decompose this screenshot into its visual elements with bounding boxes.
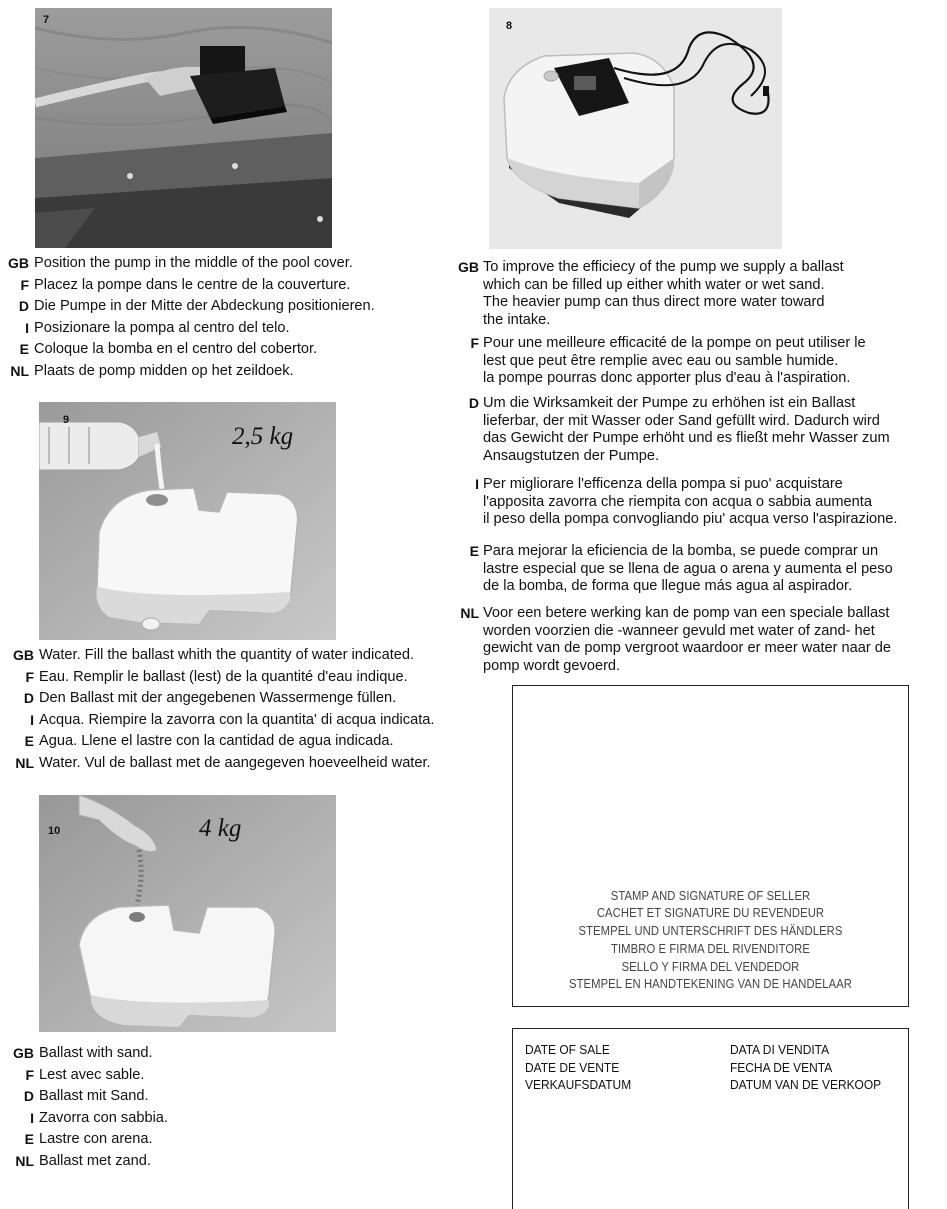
stamp-label: STAMP AND SIGNATURE OF SELLER xyxy=(610,888,811,903)
date-labels-right xyxy=(730,1041,881,1094)
date-label: FECHA DE VENTA xyxy=(730,1059,833,1075)
figure-9-captions xyxy=(6,645,435,775)
figure-7-photo xyxy=(35,8,332,248)
caption-row: F Eau. Remplir le ballast (lest) de la quantité d'eau indique. xyxy=(25,668,408,685)
figure-8-photo xyxy=(489,8,782,249)
date-labels-left xyxy=(525,1041,631,1094)
caption-row: F Lest avec sable. xyxy=(25,1066,145,1083)
figure-9-number: 9 xyxy=(63,414,70,426)
caption-row: GB Water. Fill the ballast whith the quantity of water indicated. xyxy=(13,647,415,663)
figure-8-caption-d: D Um die Wirksamkeit der Pumpe zu erhöhen ist ein Ballast lieferbar, der mit Wasser oder Sand gefüllt wird. Dadurch wird das Gewicht der Pumpe erhöht und es fließt mehr Wasser zum Ansaugstutzen der Pumpe. xyxy=(468,395,890,464)
date-label: DATA DI VENDITA xyxy=(730,1042,830,1057)
figure-10-photo xyxy=(39,795,336,1032)
pool-cover-photo-7 xyxy=(35,8,332,248)
date-of-sale-box[interactable] xyxy=(512,1028,909,1209)
figure-7-number: 7 xyxy=(43,14,50,26)
figure-10-number: 10 xyxy=(48,825,61,837)
stamp-label: STEMPEL UND UNTERSCHRIFT DES HÄNDLERS xyxy=(578,924,843,939)
caption-row: F Placez la pompe dans le centre de la couverture. xyxy=(20,276,351,293)
ballast-with-pump-photo xyxy=(489,8,782,249)
caption-row: NL Plaats de pomp midden op het zeildoek. xyxy=(10,362,294,379)
figure-9-weight: 2,5 kg xyxy=(232,423,294,450)
caption-row: GB Position the pump in the middle of the pool cover. xyxy=(8,255,353,271)
caption-row: GB Ballast with sand. xyxy=(13,1045,153,1061)
caption-row: E Agua. Llene el lastre con la cantidad de agua indicada. xyxy=(24,733,394,750)
date-label: DATE OF SALE xyxy=(525,1042,610,1057)
caption-row: NL Ballast met zand. xyxy=(15,1152,151,1169)
stamp-label: SELLO Y FIRMA DEL VENDEDOR xyxy=(621,959,800,974)
figure-7-captions xyxy=(6,253,375,383)
caption-row: I Zavorra con sabbia. xyxy=(30,1109,168,1126)
figure-8-caption-e: E Para mejorar la eficiencia de la bomba, se puede comprar un lastre especial que se llena de agua o arena y aumenta el peso de la bomba, de forma que llegue más agua al aspirador. xyxy=(469,543,893,595)
ballast-sand-photo xyxy=(39,795,336,1032)
caption-row: D Die Pumpe in der Mitte der Abdeckung positionieren. xyxy=(18,298,375,315)
stamp-label-lines xyxy=(533,888,889,994)
caption-row: I Posizionare la pompa al centro del telo. xyxy=(25,319,290,336)
caption-row: E Lastre con arena. xyxy=(24,1131,153,1148)
figure-8-caption-gb: GB To improve the efficiecy of the pump we supply a ballast which can be filled up either whith water or wet sand. The heavier pump can thus direct more water toward the intake. xyxy=(458,259,844,328)
figure-8-caption-f: F Pour une meilleure efficacité de la pompe on peut utiliser le lest que peut être remplie avec eau ou samble humide. la pompe pourras donc apporter plus d'eau à l'aspiration. xyxy=(470,335,866,387)
stamp-label: TIMBRO E FIRMA DEL RIVENDITORE xyxy=(611,941,810,956)
figure-8-caption-i: I Per migliorare l'efficenza della pompa si puo' acquistare l'apposita zavorra che riempita con acqua o sabbia aumenta il peso della pompa convogliando piu' acqua verso l'aspirazione. xyxy=(475,476,898,528)
figure-8-caption-nl: NL Voor een betere werking kan de pomp van een speciale ballast worden voorzien die -wanneer gevuld met water of zand- het gewicht van de pomp vergroot waardoor er meer water naar de pomp wordt gevoerd. xyxy=(460,605,892,674)
caption-row: E Coloque la bomba en el centro del cobertor. xyxy=(19,341,318,358)
caption-row: I Acqua. Riempire la zavorra con la quantita' di acqua indicata. xyxy=(30,711,435,728)
caption-row: NL Water. Vul de ballast met de aangegeven hoeveelheid water. xyxy=(15,754,431,771)
figure-10-weight: 4 kg xyxy=(199,815,242,842)
stamp-label: STEMPEL EN HANDTEKENING VAN DE HANDELAAR xyxy=(568,977,853,992)
caption-row: D Den Ballast mit der angegebenen Wassermenge füllen. xyxy=(23,690,397,707)
figure-10-captions xyxy=(6,1043,168,1173)
figure-8-number: 8 xyxy=(506,20,513,32)
stamp-signature-box[interactable] xyxy=(512,685,909,1007)
date-label: DATE DE VENTE xyxy=(525,1059,620,1075)
figure-9-photo xyxy=(39,402,336,640)
stamp-label: CACHET ET SIGNATURE DU REVENDEUR xyxy=(596,906,825,921)
caption-row: D Ballast mit Sand. xyxy=(23,1088,149,1105)
date-label: VERKAUFSDATUM xyxy=(525,1077,632,1092)
date-label: DATUM VAN DE VERKOOP xyxy=(730,1077,882,1092)
